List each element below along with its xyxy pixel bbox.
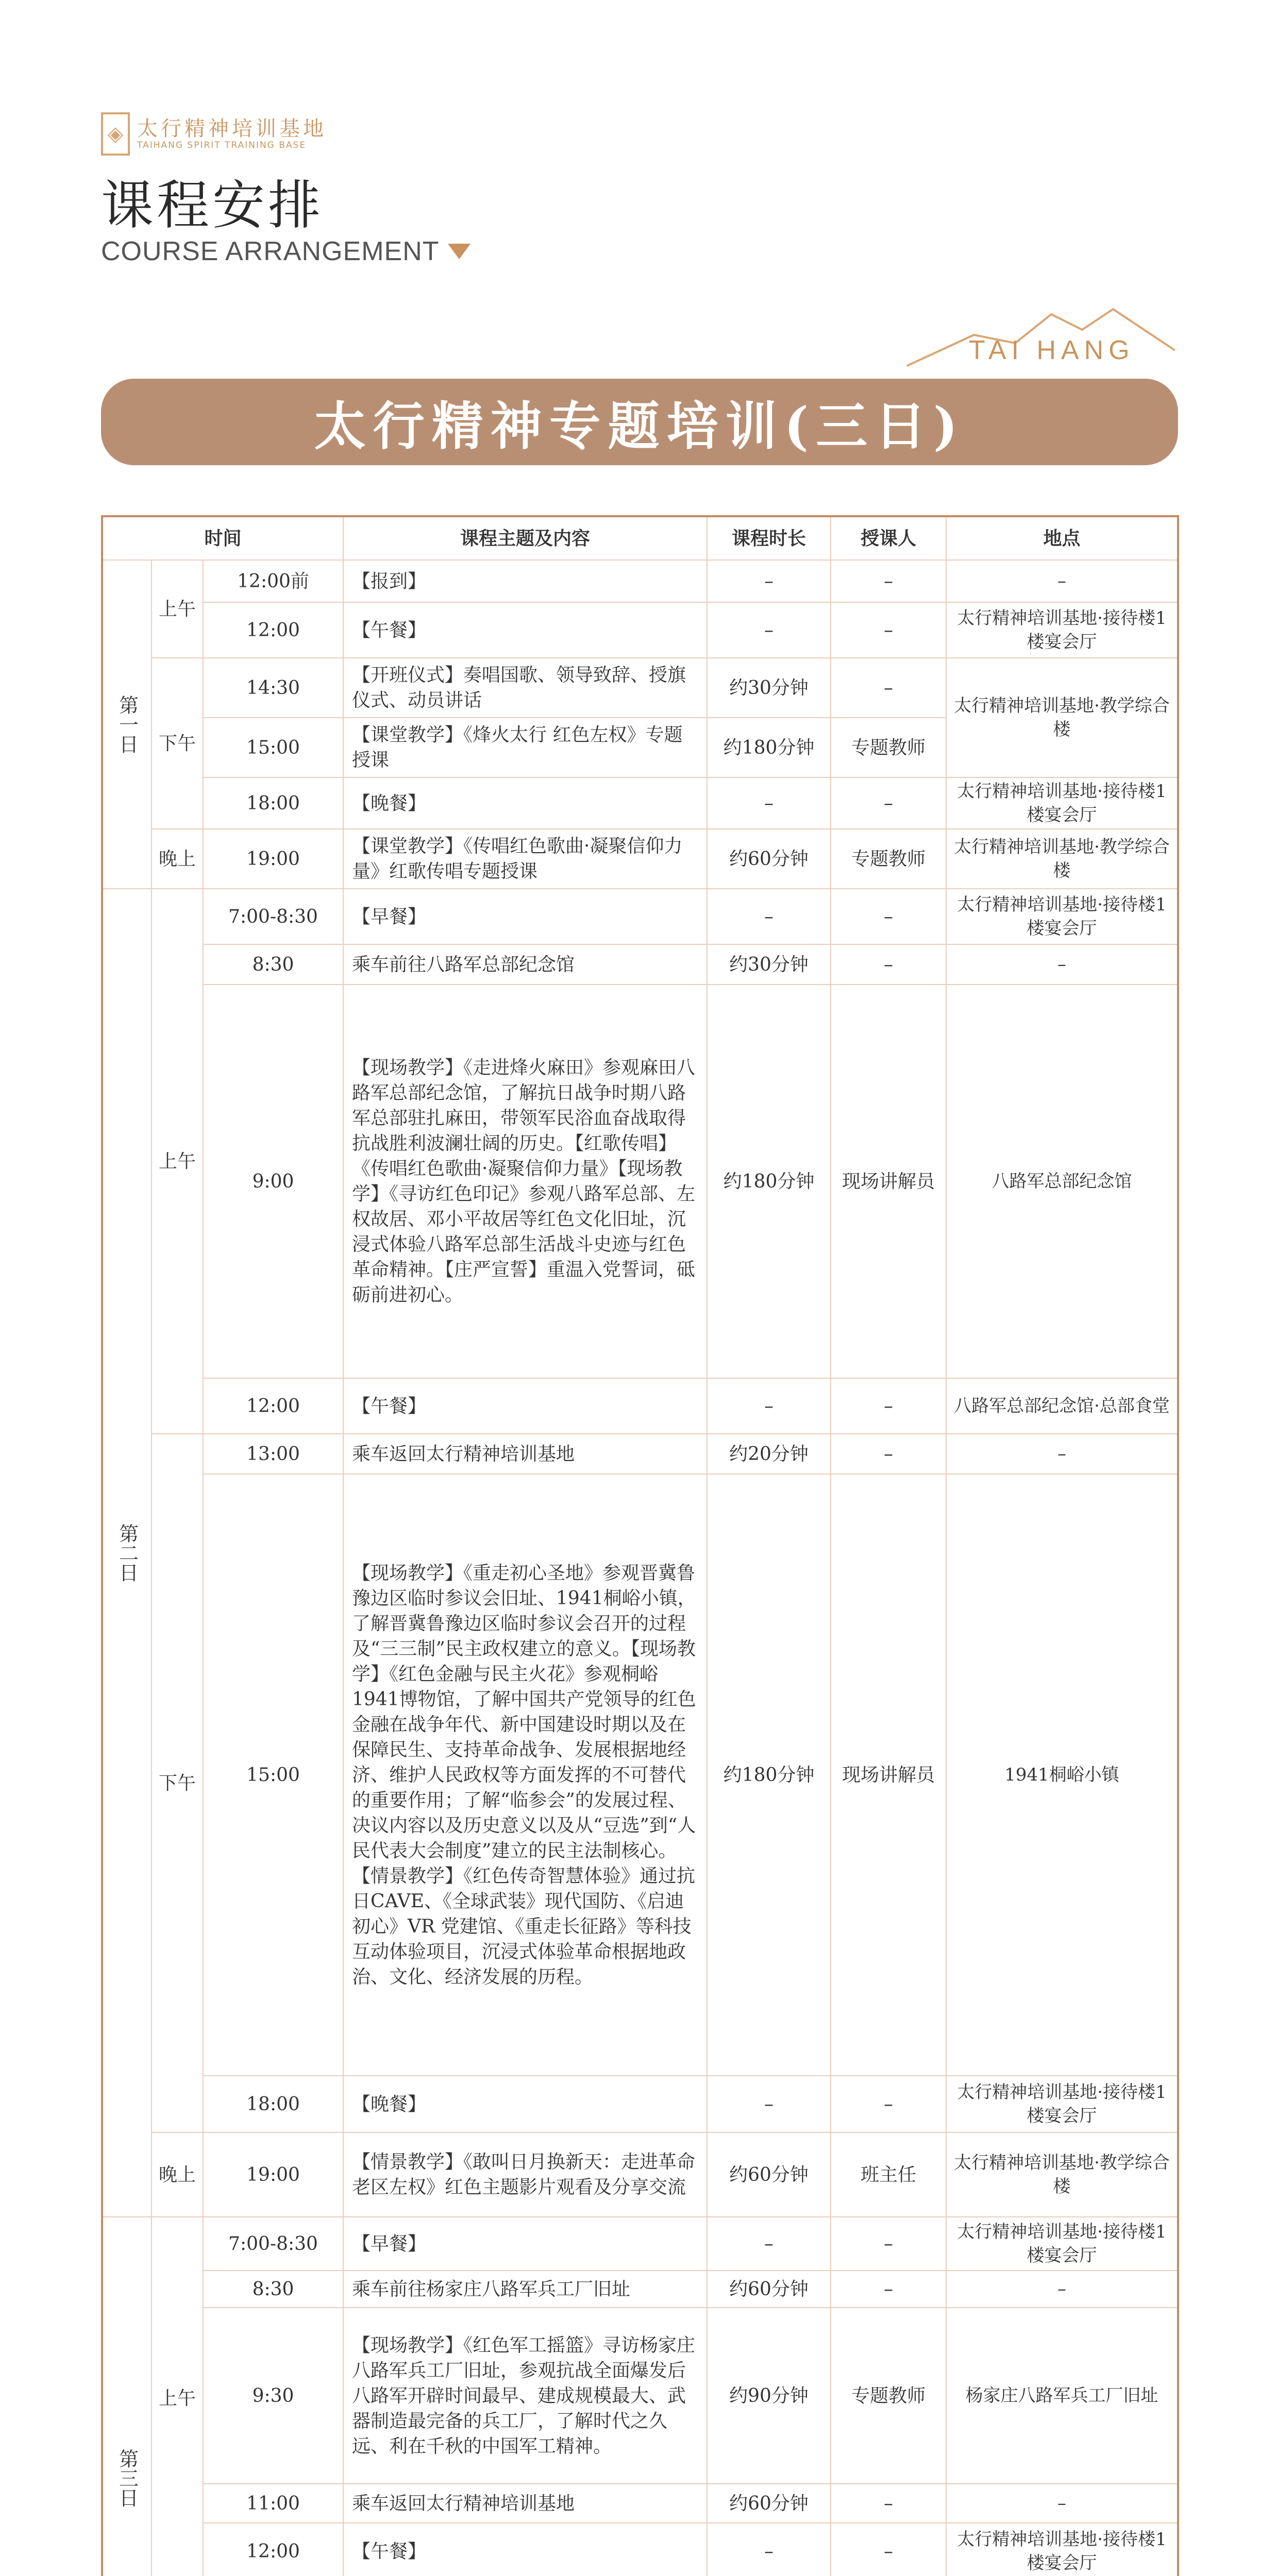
table-row: [102, 2270, 1178, 2308]
table-row: [102, 1474, 1178, 2076]
table-row: [102, 1378, 1178, 1434]
content-cell: 【午餐】: [343, 2523, 707, 2576]
lecturer-cell: –: [831, 2270, 946, 2308]
location-cell: 太行精神培训基地·接待楼1楼宴会厅: [946, 2076, 1178, 2132]
time-cell: 12:00前: [203, 560, 343, 602]
location-cell: 太行精神培训基地·接待楼1楼宴会厅: [946, 889, 1178, 944]
time-cell: 14:30: [203, 658, 343, 718]
content-cell: 乘车前往杨家庄八路军兵工厂旧址: [343, 2270, 707, 2308]
period-label: 上午: [152, 2217, 203, 2576]
content-cell: 【报到】: [343, 560, 707, 602]
logo-name: 太行精神培训基地: [137, 117, 327, 141]
content-cell: 【现场教学】《走进烽火麻田》参观麻田八路军总部纪念馆，了解抗日战争时期八路军总部驻扎麻田，带领军民浴血奋战取得抗战胜利波澜壮阔的历史。【红歌传唱】《传唱红色歌曲·凝聚信仰力量》【现场教学】《寻访红色印记》参观八路军总部、左权故居、邓小平故居等红色文化旧址，沉浸式体验八路军总部生活战斗史迹与红色革命精神。【庄严宣誓】重温入党誓词，砥砺前进初心。: [343, 985, 707, 1378]
time-cell: 18:00: [203, 777, 343, 829]
seal-icon: ◈: [101, 112, 130, 156]
location-cell: 太行精神培训基地·接待楼1楼宴会厅: [946, 2217, 1178, 2270]
lecturer-cell: 现场讲解员: [831, 1474, 946, 2076]
duration-cell: 约180分钟: [707, 985, 831, 1378]
duration-cell: 约60分钟: [707, 2270, 831, 2308]
content-cell: 【情景教学】《敢叫日月换新天：走进革命老区左权》红色主题影片观看及分享交流: [343, 2132, 707, 2217]
header-time: 时间: [102, 516, 343, 560]
lecturer-cell: –: [831, 2484, 946, 2523]
table-row: [102, 985, 1178, 1378]
period-label: 下午: [152, 1434, 203, 2132]
duration-cell: –: [707, 2523, 831, 2576]
lecturer-cell: 专题教师: [831, 829, 946, 889]
duration-cell: –: [707, 777, 831, 829]
location-cell: 太行精神培训基地·接待楼1楼宴会厅: [946, 602, 1178, 658]
duration-cell: 约60分钟: [707, 829, 831, 889]
location-cell: 1941桐峪小镇: [946, 1474, 1178, 2076]
table-row: [102, 2076, 1178, 2132]
content-cell: 乘车前往八路军总部纪念馆: [343, 944, 707, 985]
location-cell: 太行精神培训基地·教学综合楼: [946, 829, 1178, 889]
lecturer-cell: –: [831, 889, 946, 944]
time-cell: 12:00: [203, 1378, 343, 1434]
time-cell: 12:00: [203, 602, 343, 658]
lecturer-cell: 专题教师: [831, 2308, 946, 2484]
content-cell: 【晚餐】: [343, 777, 707, 829]
triangle-down-icon: [448, 244, 470, 259]
time-cell: 18:00: [203, 2076, 343, 2132]
time-cell: 8:30: [203, 2270, 343, 2308]
ink-mountains-illustration: [0, 2421, 1278, 2576]
table-row: [102, 1434, 1178, 1474]
logo-subtitle: TAIHANG SPIRIT TRAINING BASE: [137, 140, 307, 150]
time-cell: 8:30: [203, 944, 343, 985]
duration-cell: –: [707, 889, 831, 944]
table-row: [102, 2217, 1178, 2270]
location-cell: 八路军总部纪念馆·总部食堂: [946, 1378, 1178, 1434]
time-cell: 7:00-8:30: [203, 889, 343, 944]
content-cell: 【开班仪式】奏唱国歌、领导致辞、授旗仪式、动员讲话: [343, 658, 707, 718]
lecturer-cell: –: [831, 1378, 946, 1434]
lecturer-cell: –: [831, 777, 946, 829]
duration-cell: 约90分钟: [707, 2308, 831, 2484]
content-cell: 【现场教学】《红色军工摇篮》寻访杨家庄八路军兵工厂旧址，参观抗战全面爆发后八路军开辟时间最早、建成规模最大、武器制造最完备的兵工厂，了解时代之久远、利在千秋的中国军工精神。: [343, 2308, 707, 2484]
time-cell: 9:30: [203, 2308, 343, 2484]
duration-cell: 约60分钟: [707, 2132, 831, 2217]
duration-cell: 约30分钟: [707, 944, 831, 985]
taihang-deco-text: TAI HANG: [969, 335, 1135, 365]
day-label: 第一日: [102, 560, 152, 889]
schedule-table: [101, 515, 1179, 2576]
duration-cell: 约20分钟: [707, 1434, 831, 1474]
location-cell: 太行精神培训基地·接待楼1楼宴会厅: [946, 777, 1178, 829]
content-cell: 【课堂教学】《烽火太行 红色左权》专题授课: [343, 718, 707, 777]
duration-cell: 约180分钟: [707, 1474, 831, 2076]
header-duration: 课程时长: [707, 516, 831, 560]
lecturer-cell: –: [831, 2217, 946, 2270]
day-label: 第三日: [102, 2217, 152, 2576]
duration-cell: 约30分钟: [707, 658, 831, 718]
location-cell: –: [946, 2270, 1178, 2308]
duration-cell: –: [707, 602, 831, 658]
content-cell: 乘车返回太行精神培训基地: [343, 1434, 707, 1474]
location-cell: 八路军总部纪念馆: [946, 985, 1178, 1378]
table-header-row: [102, 516, 1178, 560]
schedule-table-container: [101, 515, 1177, 2576]
content-cell: 【晚餐】: [343, 2076, 707, 2132]
period-label: 上午: [152, 560, 203, 658]
time-cell: 12:00: [203, 2523, 343, 2576]
location-cell: –: [946, 944, 1178, 985]
table-row: [102, 2132, 1178, 2217]
time-cell: 19:00: [203, 2132, 343, 2217]
table-row: [102, 944, 1178, 985]
table-row: [102, 602, 1178, 658]
location-cell: 太行精神培训基地·教学综合楼: [946, 2132, 1178, 2217]
location-cell: –: [946, 2484, 1178, 2523]
period-label: 上午: [152, 889, 203, 1434]
lecturer-cell: –: [831, 944, 946, 985]
period-label: 晚上: [152, 829, 203, 889]
duration-cell: –: [707, 1378, 831, 1434]
table-row: [102, 829, 1178, 889]
content-cell: 【午餐】: [343, 1378, 707, 1434]
content-cell: 【午餐】: [343, 602, 707, 658]
table-row: [102, 658, 1178, 718]
table-row: [102, 889, 1178, 944]
page-title: 课程安排: [101, 175, 324, 236]
location-cell: 太行精神培训基地·教学综合楼: [946, 658, 1178, 777]
duration-cell: 约60分钟: [707, 2484, 831, 2523]
time-cell: 15:00: [203, 1474, 343, 2076]
content-cell: 【早餐】: [343, 2217, 707, 2270]
lecturer-cell: –: [831, 1434, 946, 1474]
period-label: 下午: [152, 658, 203, 829]
logo: [101, 112, 327, 156]
duration-cell: –: [707, 560, 831, 602]
time-cell: 15:00: [203, 718, 343, 777]
location-cell: 杨家庄八路军兵工厂旧址: [946, 2308, 1178, 2484]
time-cell: 11:00: [203, 2484, 343, 2523]
page-subtitle: [101, 236, 470, 267]
table-row: [102, 777, 1178, 829]
period-label: 晚上: [152, 2132, 203, 2217]
content-cell: 【早餐】: [343, 889, 707, 944]
content-cell: 乘车返回太行精神培训基地: [343, 2484, 707, 2523]
lecturer-cell: –: [831, 2076, 946, 2132]
lecturer-cell: –: [831, 602, 946, 658]
lecturer-cell: –: [831, 658, 946, 718]
location-cell: 太行精神培训基地·接待楼1楼宴会厅: [946, 2523, 1178, 2576]
lecturer-cell: –: [831, 560, 946, 602]
content-cell: 【现场教学】《重走初心圣地》参观晋冀鲁豫边区临时参议会旧址、1941桐峪小镇，了解晋冀鲁豫边区临时参议会召开的过程及“三三制”民主政权建立的意义。【现场教学】《红色金融与民主火花》参观桐峪1941博物馆，了解中国共产党领导的红色金融在战争年代、新中国建设时期以及在保障民生、支持革命战争、发展根据地经济、维护人民政权等方面发挥的不可替代的重要作用；了解“临参会”的发展过程、决议内容以及历史意义以及从“豆选”到“人民代表大会制度”建立的民主法制核心。【情景教学】《红色传奇智慧体验》通过抗日CAVE、《全球武装》现代国防、《启迪初心》VR 党建馆、《重走长征路》等科技互动体验项目，沉浸式体验革命根据地政治、文化、经济发展的历程。: [343, 1474, 707, 2076]
lecturer-cell: 班主任: [831, 2132, 946, 2217]
day-label: 第二日: [102, 889, 152, 2217]
header-content: 课程主题及内容: [343, 516, 707, 560]
location-cell: –: [946, 1434, 1178, 1474]
duration-cell: –: [707, 2076, 831, 2132]
lecturer-cell: –: [831, 2523, 946, 2576]
duration-cell: 约180分钟: [707, 718, 831, 777]
header-location: 地点: [946, 516, 1178, 560]
lecturer-cell: 专题教师: [831, 718, 946, 777]
course-banner: 太行精神专题培训(三日): [101, 379, 1178, 465]
lecturer-cell: 现场讲解员: [831, 985, 946, 1378]
time-cell: 9:00: [203, 985, 343, 1378]
duration-cell: –: [707, 2217, 831, 2270]
content-cell: 【课堂教学】《传唱红色歌曲·凝聚信仰力量》红歌传唱专题授课: [343, 829, 707, 889]
time-cell: 13:00: [203, 1434, 343, 1474]
location-cell: –: [946, 560, 1178, 602]
header-lecturer: 授课人: [831, 516, 946, 560]
page-subtitle-text: COURSE ARRANGEMENT: [101, 236, 440, 266]
table-row: [102, 560, 1178, 602]
time-cell: 7:00-8:30: [203, 2217, 343, 2270]
time-cell: 19:00: [203, 829, 343, 889]
